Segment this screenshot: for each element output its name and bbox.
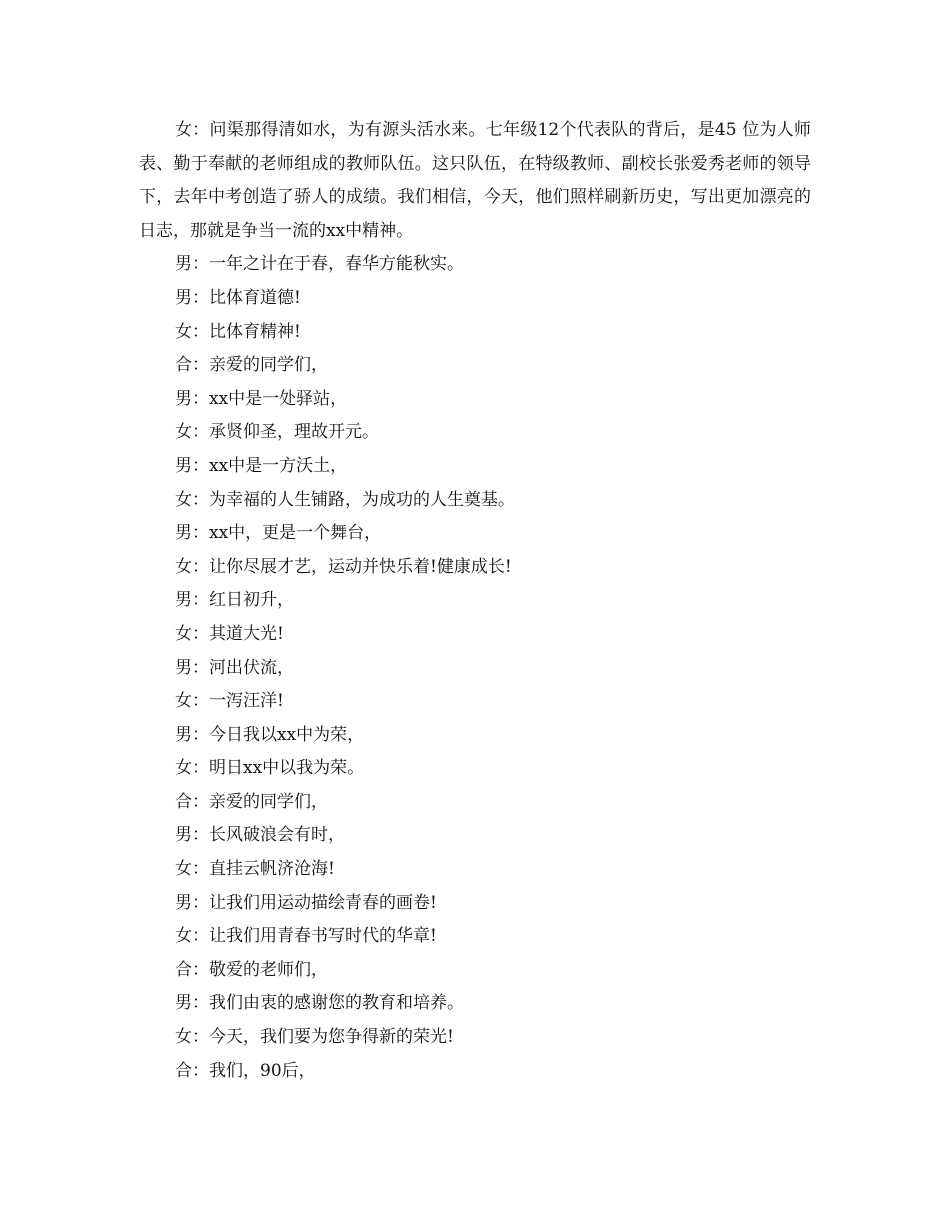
intro-paragraph: 女：问渠那得清如水，为有源头活水来。七年级12个代表队的背后，是45 位为人师表、勤于奉献的老师组成的教师队伍。这只队伍，在特级教师、副校长张爱秀老师的领导下，去年中考创造了骄人的成绩。我们相信，今天，他们照样刷新历史，写出更加漂亮的日志，那就是争当一流的xx中精神。 [139,120,811,241]
dialogue-line: 男：长风破浪会有时， [175,825,345,846]
dialogue-line: 女：其道大光! [175,623,284,644]
dialogue-line: 女：一泻汪洋! [175,691,284,712]
dialogue-line: 女：今天，我们要为您争得新的荣光! [175,1027,454,1048]
dialogue-line: 合：亲爱的同学们， [175,791,328,812]
dialogue-line: 男：xx中，更是一个舞台， [175,523,382,544]
dialogue-line: 合：亲爱的同学们， [175,355,328,376]
dialogue-line: 男：xx中是一方沃土， [175,455,348,476]
document-body [139,114,811,1088]
dialogue-line: 男：比体育道德! [175,287,301,308]
dialogue-line: 男：让我们用运动描绘青春的画卷! [175,892,437,913]
dialogue-line: 男：今日我以xx中为荣， [175,724,365,745]
dialogue-line: 女：让我们用青春书写时代的华章! [175,926,437,947]
dialogue-line: 女：让你尽展才艺，运动并快乐着!健康成长! [175,556,512,577]
dialogue-line: 男：红日初升， [175,590,294,611]
dialogue-line: 男：xx中是一处驿站， [175,388,348,409]
dialogue-line: 合：我们，90后， [175,1060,316,1081]
dialogue-line: 女：为幸福的人生铺路，为成功的人生奠基。 [175,489,515,510]
dialogue-line: 男：我们由衷的感谢您的教育和培养。 [175,993,464,1014]
dialogue-line: 女：直挂云帆济沧海! [175,859,335,880]
dialogue-line: 女：比体育精神! [175,321,301,342]
dialogue-line: 男：一年之计在于春，春华方能秋实。 [175,254,464,275]
dialogue-line: 合：敬爱的老师们， [175,959,328,980]
dialogue-line: 女：承贤仰圣，理故开元。 [175,422,379,443]
dialogue-line: 女：明日xx中以我为荣。 [175,758,365,779]
dialogue-line: 男：河出伏流， [175,657,294,678]
